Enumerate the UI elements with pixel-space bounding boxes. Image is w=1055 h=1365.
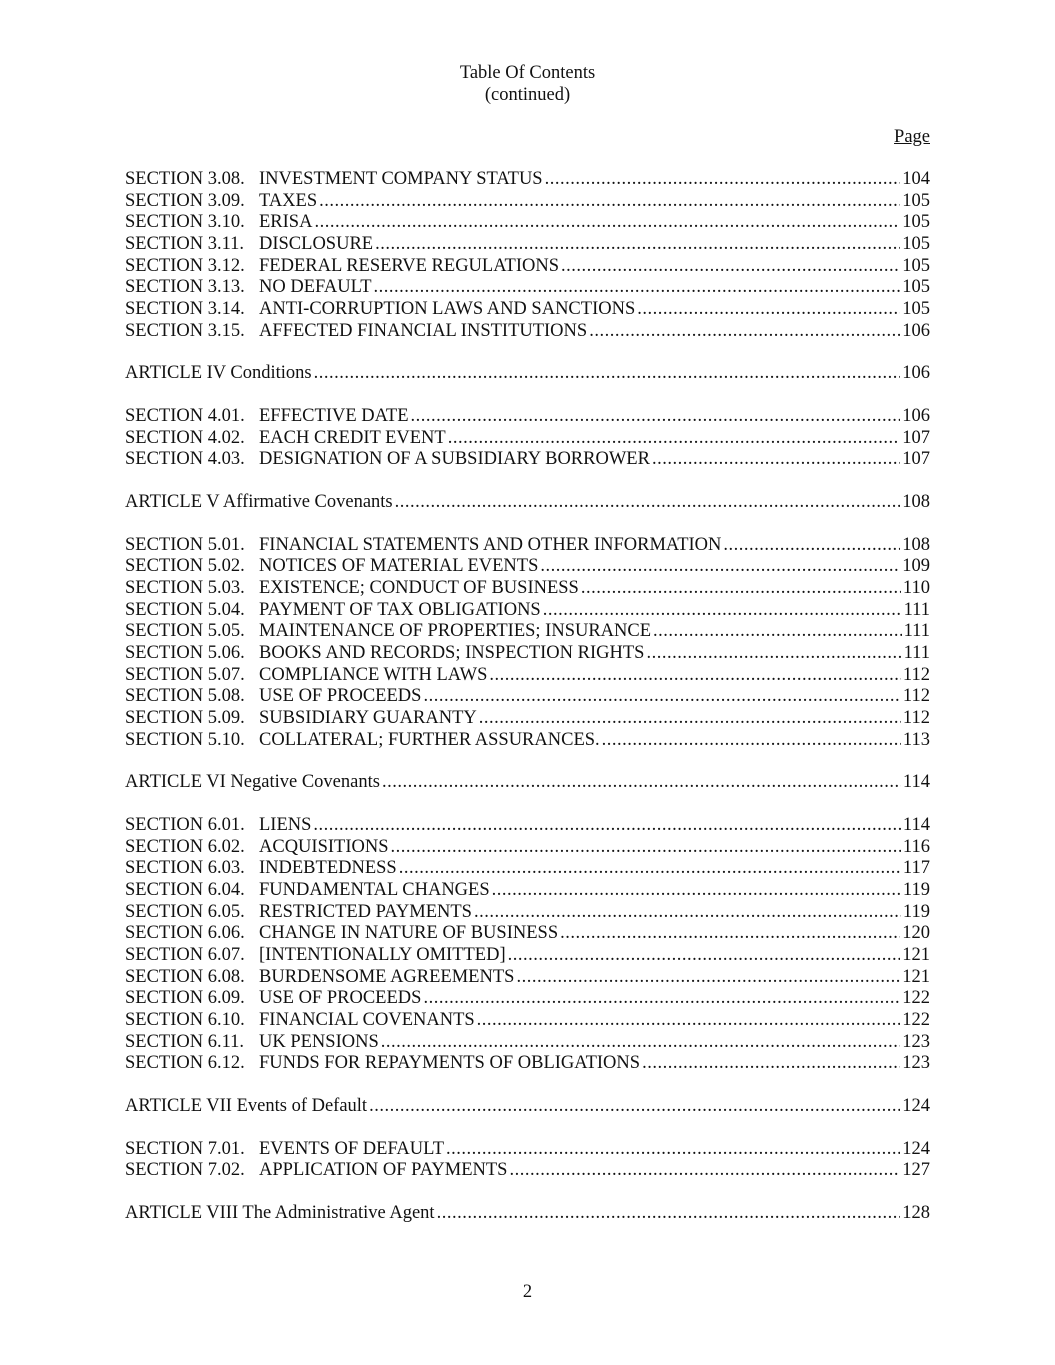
section-title: EFFECTIVE DATE — [259, 405, 409, 426]
toc-section-entry[interactable] — [125, 428, 930, 450]
section-title: FINANCIAL COVENANTS — [259, 1010, 475, 1031]
page-reference: 104 — [902, 169, 930, 189]
page-reference: 123 — [902, 1031, 930, 1052]
section-number: SECTION 6.12. — [125, 1053, 245, 1074]
toc-title: Table Of Contents — [459, 63, 596, 83]
dot-leader — [374, 277, 901, 299]
page-reference: 105 — [902, 190, 930, 211]
toc-section-entry[interactable] — [125, 837, 930, 859]
section-title: NO DEFAULT — [259, 277, 372, 298]
article-title: ARTICLE IV Conditions — [125, 363, 312, 384]
section-title: ACQUISITIONS — [259, 836, 389, 857]
toc-section-entry[interactable] — [125, 449, 930, 471]
page-reference: 127 — [902, 1160, 930, 1181]
dot-leader — [314, 363, 901, 385]
section-number: SECTION 5.08. — [125, 686, 245, 707]
dot-leader — [399, 858, 901, 880]
dot-leader — [474, 902, 901, 924]
section-title: COMPLIANCE WITH LAWS — [259, 664, 488, 685]
page-reference: 107 — [902, 427, 930, 448]
section-title: USE OF PROCEEDS — [259, 686, 422, 707]
section-number: SECTION 5.10. — [125, 729, 245, 750]
section-number: SECTION 5.07. — [125, 664, 245, 685]
dot-leader — [477, 1010, 901, 1032]
toc-section-entry[interactable] — [125, 621, 930, 643]
dot-leader — [423, 686, 900, 708]
toc-section-entry[interactable] — [125, 191, 930, 213]
article-title: ARTICLE VI Negative Covenants — [125, 772, 380, 793]
section-number: SECTION 7.02. — [125, 1160, 245, 1181]
section-number: SECTION 4.02. — [125, 427, 245, 448]
dot-leader — [508, 945, 901, 967]
dot-leader — [479, 708, 901, 730]
section-title: PAYMENT OF TAX OBLIGATIONS — [259, 599, 541, 620]
toc-list — [125, 169, 930, 1245]
section-number: SECTION 3.10. — [125, 212, 245, 233]
section-number: SECTION 6.01. — [125, 814, 245, 835]
page-reference: 112 — [902, 708, 930, 728]
section-title: CHANGE IN NATURE OF BUSINESS — [259, 923, 559, 944]
section-title: SUBSIDIARY GUARANTY — [259, 708, 477, 728]
toc-subtitle: (continued) — [484, 85, 571, 105]
toc-section-entry[interactable] — [125, 321, 930, 343]
toc-section-entry[interactable] — [125, 299, 930, 321]
article-title: ARTICLE VII Events of Default — [125, 1095, 368, 1116]
section-title: EACH CREDIT EVENT — [259, 427, 446, 448]
section-number: SECTION 6.02. — [125, 836, 245, 857]
dot-leader — [313, 815, 901, 837]
page-reference: 128 — [902, 1202, 930, 1223]
dot-leader — [560, 923, 900, 945]
toc-section-entry[interactable] — [125, 708, 930, 730]
page-reference: 106 — [902, 363, 930, 384]
page-reference: 111 — [903, 599, 930, 620]
dot-leader — [642, 1053, 900, 1075]
toc-section-entry[interactable] — [125, 945, 930, 967]
section-title: [INTENTIONALLY OMITTED] — [259, 944, 506, 965]
section-number: SECTION 6.05. — [125, 901, 245, 922]
toc-section-entry[interactable] — [125, 858, 930, 880]
dot-leader — [602, 730, 901, 752]
page-reference: 121 — [902, 966, 930, 987]
dot-leader — [382, 772, 901, 794]
dot-leader — [543, 600, 902, 622]
toc-section-entry[interactable] — [125, 1032, 930, 1054]
section-title: FUNDS FOR REPAYMENTS OF OBLIGATIONS — [259, 1053, 641, 1074]
page-reference: 114 — [902, 772, 930, 793]
toc-section-entry[interactable] — [125, 730, 930, 752]
page-reference: 123 — [902, 1053, 930, 1074]
toc-section-entry[interactable] — [125, 967, 930, 989]
section-title: LIENS — [259, 814, 312, 835]
section-title: MAINTENANCE OF PROPERTIES; INSURANCE — [259, 621, 652, 642]
toc-section-entry[interactable] — [125, 277, 930, 299]
page-reference: 105 — [902, 277, 930, 298]
dot-leader — [509, 1160, 900, 1182]
dot-leader — [581, 578, 901, 600]
section-number: SECTION 5.06. — [125, 642, 245, 663]
section-number: SECTION 6.07. — [125, 944, 245, 965]
dot-leader — [516, 967, 900, 989]
section-title: APPLICATION OF PAYMENTS — [259, 1160, 508, 1181]
page-reference: 108 — [902, 534, 930, 555]
dot-leader — [637, 299, 900, 321]
section-number: SECTION 4.01. — [125, 405, 245, 426]
section-title: INVESTMENT COMPANY STATUS — [259, 169, 543, 189]
section-number: SECTION 6.03. — [125, 858, 245, 879]
page-reference: 105 — [902, 299, 930, 320]
toc-section-entry[interactable] — [125, 600, 930, 622]
article-title: ARTICLE V Affirmative Covenants — [125, 491, 393, 512]
dot-leader — [375, 234, 900, 256]
toc-section-entry[interactable] — [125, 923, 930, 945]
dot-leader — [489, 665, 901, 687]
dot-leader — [723, 535, 900, 557]
page-reference: 106 — [902, 405, 930, 426]
page-reference: 116 — [902, 836, 930, 857]
page-reference: 111 — [903, 621, 930, 642]
section-title: RESTRICTED PAYMENTS — [259, 901, 472, 922]
toc-section-entry[interactable] — [125, 1139, 930, 1161]
section-number: SECTION 5.03. — [125, 577, 245, 598]
page-reference: 105 — [902, 255, 930, 276]
dot-leader — [646, 643, 901, 665]
section-number: SECTION 5.09. — [125, 708, 245, 728]
section-number: SECTION 3.11. — [125, 234, 245, 255]
section-title: COLLATERAL; FURTHER ASSURANCES. — [259, 729, 600, 750]
section-title: FUNDAMENTAL CHANGES — [259, 879, 490, 900]
toc-section-entry[interactable] — [125, 686, 930, 708]
toc-section-entry[interactable] — [125, 902, 930, 924]
section-number: SECTION 5.01. — [125, 534, 245, 555]
page-reference: 105 — [902, 234, 930, 255]
page-number: 2 — [522, 1282, 533, 1302]
section-number: SECTION 5.05. — [125, 621, 245, 642]
dot-leader — [492, 880, 901, 902]
toc-section-entry[interactable] — [125, 665, 930, 687]
page-reference: 111 — [903, 642, 930, 663]
toc-section-entry[interactable] — [125, 234, 930, 256]
page-reference: 113 — [902, 729, 930, 750]
page-column-label: Page — [894, 127, 930, 147]
dot-leader — [561, 256, 900, 278]
dot-leader — [437, 1203, 901, 1225]
toc-article-entry[interactable] — [125, 1096, 930, 1118]
section-title: EVENTS OF DEFAULT — [259, 1138, 445, 1159]
section-title: ERISA — [259, 212, 313, 233]
page-reference: 124 — [902, 1095, 930, 1116]
section-number: SECTION 4.03. — [125, 449, 245, 470]
dot-leader — [314, 212, 900, 234]
section-number: SECTION 6.08. — [125, 966, 245, 987]
toc-section-entry[interactable] — [125, 815, 930, 837]
toc-section-entry[interactable] — [125, 406, 930, 428]
section-title: FINANCIAL STATEMENTS AND OTHER INFORMATION — [259, 534, 722, 555]
article-title: ARTICLE VIII The Administrative Agent — [125, 1202, 435, 1223]
page-reference: 120 — [902, 923, 930, 944]
section-title: AFFECTED FINANCIAL INSTITUTIONS — [259, 320, 588, 341]
section-number: SECTION 3.12. — [125, 255, 245, 276]
toc-section-entry[interactable] — [125, 578, 930, 600]
section-title: EXISTENCE; CONDUCT OF BUSINESS — [259, 577, 579, 598]
dot-leader — [589, 321, 900, 343]
section-number: SECTION 3.15. — [125, 320, 245, 341]
page-reference: 110 — [902, 577, 930, 598]
page-reference: 112 — [902, 664, 930, 685]
toc-section-entry[interactable] — [125, 1160, 930, 1182]
section-number: SECTION 6.10. — [125, 1010, 245, 1031]
section-title: UK PENSIONS — [259, 1031, 379, 1052]
toc-article-entry[interactable] — [125, 363, 930, 385]
section-title: USE OF PROCEEDS — [259, 988, 422, 1009]
dot-leader — [423, 988, 900, 1010]
page-reference: 121 — [902, 944, 930, 965]
section-number: SECTION 6.06. — [125, 923, 245, 944]
toc-section-entry[interactable] — [125, 556, 930, 578]
section-number: SECTION 7.01. — [125, 1138, 245, 1159]
page-reference: 105 — [902, 212, 930, 233]
dot-leader — [540, 556, 900, 578]
section-title: INDEBTEDNESS — [259, 858, 397, 879]
dot-leader — [391, 837, 901, 859]
page-reference: 109 — [902, 556, 930, 577]
toc-section-entry[interactable] — [125, 1010, 930, 1032]
page-reference: 107 — [902, 449, 930, 470]
toc-section-entry[interactable] — [125, 212, 930, 234]
section-number: SECTION 6.09. — [125, 988, 245, 1009]
toc-section-entry[interactable] — [125, 880, 930, 902]
toc-article-entry[interactable] — [125, 492, 930, 514]
page-reference: 119 — [902, 901, 930, 922]
section-number: SECTION 3.14. — [125, 299, 245, 320]
section-title: TAXES — [259, 190, 318, 211]
toc-section-entry[interactable] — [125, 1053, 930, 1075]
section-title: FEDERAL RESERVE REGULATIONS — [259, 255, 560, 276]
dot-leader — [446, 1139, 900, 1161]
dot-leader — [653, 621, 902, 643]
dot-leader — [652, 449, 900, 471]
section-number: SECTION 5.02. — [125, 556, 245, 577]
page-reference: 114 — [902, 814, 930, 835]
section-number: SECTION 3.08. — [125, 169, 245, 189]
section-number: SECTION 5.04. — [125, 599, 245, 620]
toc-section-entry[interactable] — [125, 169, 930, 191]
page-reference: 122 — [902, 988, 930, 1009]
page-reference: 117 — [902, 858, 930, 879]
page-reference: 122 — [902, 1010, 930, 1031]
section-title: ANTI-CORRUPTION LAWS AND SANCTIONS — [259, 299, 636, 320]
page-reference: 119 — [902, 879, 930, 900]
section-title: DISCLOSURE — [259, 234, 374, 255]
section-number: SECTION 3.09. — [125, 190, 245, 211]
section-title: BOOKS AND RECORDS; INSPECTION RIGHTS — [259, 642, 645, 663]
section-title: DESIGNATION OF A SUBSIDIARY BORROWER — [259, 449, 650, 470]
toc-article-entry[interactable] — [125, 1203, 930, 1225]
dot-leader — [411, 406, 901, 428]
page-reference: 106 — [902, 320, 930, 341]
section-title: NOTICES OF MATERIAL EVENTS — [259, 556, 539, 577]
page-reference: 124 — [902, 1138, 930, 1159]
dot-leader — [395, 492, 901, 514]
dot-leader — [381, 1032, 900, 1054]
toc-section-entry[interactable] — [125, 643, 930, 665]
section-number: SECTION 6.11. — [125, 1031, 245, 1052]
section-title: BURDENSOME AGREEMENTS — [259, 966, 515, 987]
page-reference: 112 — [902, 686, 930, 707]
dot-leader — [319, 191, 900, 213]
dot-leader — [545, 169, 901, 191]
section-number: SECTION 6.04. — [125, 879, 245, 900]
dot-leader — [448, 428, 901, 450]
section-number: SECTION 3.13. — [125, 277, 245, 298]
toc-section-entry[interactable] — [125, 535, 930, 557]
toc-section-entry[interactable] — [125, 988, 930, 1010]
dot-leader — [369, 1096, 900, 1118]
toc-section-entry[interactable] — [125, 256, 930, 278]
page-reference: 108 — [902, 491, 930, 512]
toc-article-entry[interactable] — [125, 772, 930, 794]
